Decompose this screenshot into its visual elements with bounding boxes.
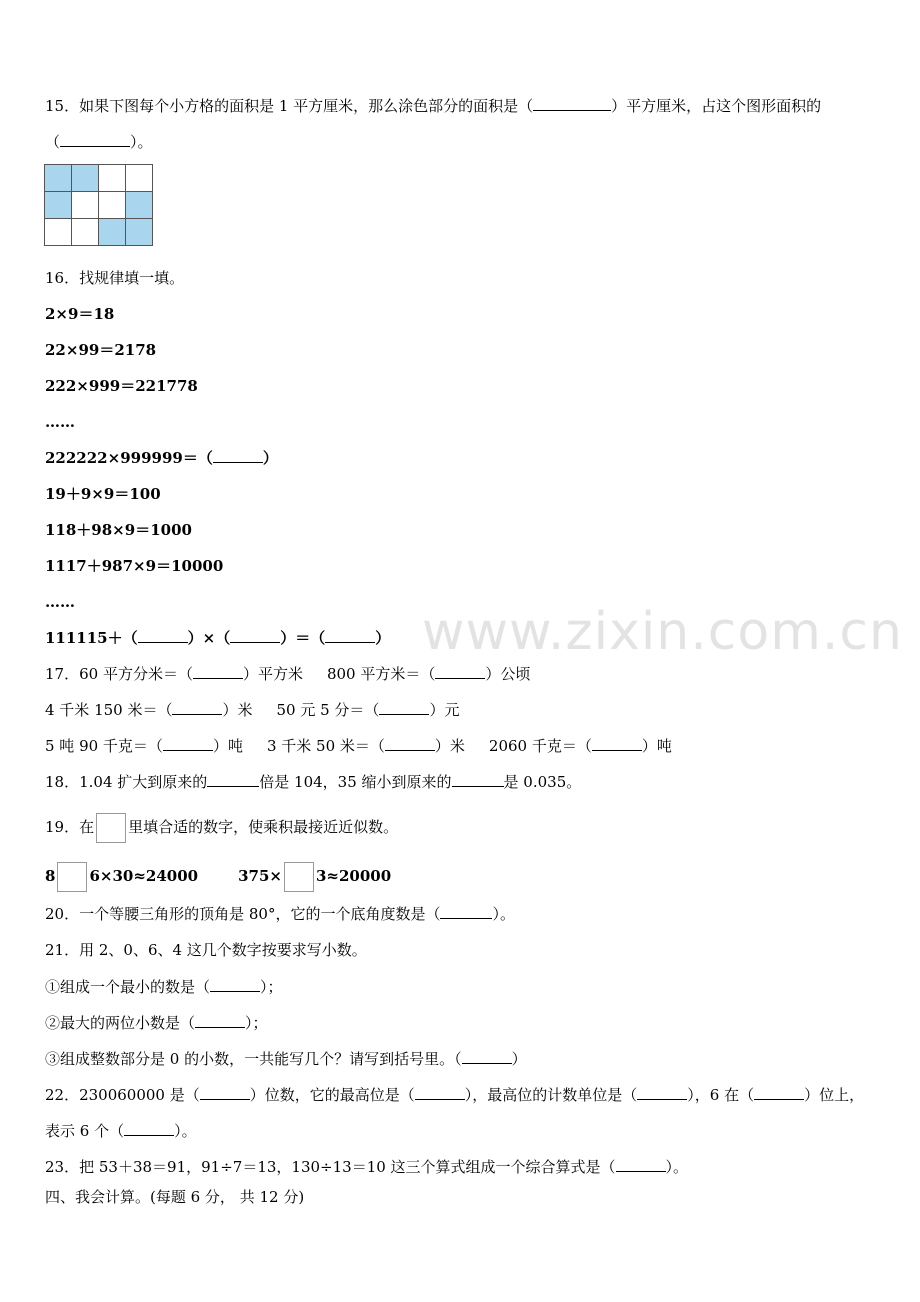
q17-r2d: ）元 — [429, 701, 460, 719]
q20-line — [45, 904, 515, 924]
q21-s3b: ） — [511, 1050, 527, 1068]
q15-grid-table — [44, 164, 153, 246]
q21-s3a: ③组成整数部分是 0 的小数，一共能写几个？请写到括号里。（ — [45, 1050, 462, 1068]
q20-blank — [440, 904, 492, 919]
q17-blank-4 — [379, 700, 429, 715]
q16-l8-d: ） — [375, 629, 391, 647]
q22-line1 — [45, 1085, 864, 1105]
grid-cell — [72, 219, 99, 246]
q22-blank-4 — [754, 1085, 804, 1100]
q21-sub3 — [45, 1049, 527, 1069]
q16-l4-text: 222222×999999＝（ — [45, 449, 213, 467]
q21-blank-1 — [210, 977, 260, 992]
q22-blank-1 — [200, 1085, 250, 1100]
q22-c: ），最高位的计数单位是（ — [464, 1086, 638, 1104]
section-4-heading: 四、我会计算。(每题 6 分， 共 12 分) — [45, 1188, 305, 1206]
q16-blank-2 — [138, 628, 188, 643]
q17-blank-7 — [592, 736, 642, 751]
q22-e: ）位上， — [804, 1086, 865, 1104]
q21-sub1 — [45, 977, 283, 997]
q16-blank-4 — [325, 628, 375, 643]
q18-b: 倍是 104，35 缩小到原来的 — [259, 773, 452, 791]
q19-expr-row — [45, 862, 391, 892]
q16-dots2: …… — [45, 593, 75, 611]
q16-line7: 1117＋987×9＝10000 — [45, 557, 224, 575]
q19-box-2[interactable] — [284, 862, 314, 892]
q15-line1 — [45, 96, 821, 116]
grid-cell — [126, 165, 153, 192]
grid-cell-shaded — [99, 219, 126, 246]
grid-cell-shaded — [45, 192, 72, 219]
q22-line2 — [45, 1121, 197, 1141]
q19-e1b: 6×30≈24000 — [89, 867, 199, 885]
q15-paren-close: ）。 — [130, 133, 153, 151]
q17-r3f: ）吨 — [641, 737, 672, 755]
q17-r2c: 50 元 5 分＝（ — [276, 701, 380, 719]
grid-cell — [99, 165, 126, 192]
q22-blank-2 — [415, 1085, 465, 1100]
q19-e2b: 3≈20000 — [315, 867, 392, 885]
q17-r3e: 2060 千克＝（ — [488, 737, 592, 755]
q16-line8 — [45, 628, 390, 648]
q17-r1a: 17．60 平方分米＝（ — [45, 665, 193, 683]
q21-title: 21．用 2、0、6、4 这几个数字按要求写小数。 — [45, 941, 367, 959]
grid-cell — [72, 192, 99, 219]
q17-r2a: 4 千米 150 米＝（ — [45, 701, 173, 719]
q16-l4-close: ） — [262, 449, 278, 467]
grid-cell — [45, 219, 72, 246]
q16-dots1: …… — [45, 413, 75, 431]
q15-grid — [44, 164, 153, 246]
q17-blank-5 — [163, 736, 213, 751]
q22-b: ）位数，它的最高位是（ — [249, 1086, 415, 1104]
q17-row3 — [45, 736, 672, 756]
q17-row1 — [45, 664, 530, 684]
q19-e1a: 8 — [45, 867, 56, 885]
q19-e2a: 375× — [238, 867, 282, 885]
q16-title: 16．找规律填一填。 — [45, 269, 185, 287]
q16-line4 — [45, 448, 278, 468]
q23-blank — [616, 1157, 666, 1172]
q21-s2b: ）； — [245, 1014, 268, 1032]
q21-s2a: ②最大的两位小数是（ — [45, 1014, 196, 1032]
grid-cell — [99, 192, 126, 219]
q22-g: ）。 — [174, 1122, 197, 1140]
q17-row2 — [45, 700, 459, 720]
q18-c: 是 0.035。 — [503, 773, 582, 791]
q21-blank-2 — [195, 1013, 245, 1028]
q15-blank-fraction — [60, 132, 130, 147]
grid-row — [45, 219, 153, 246]
q18-blank-2 — [452, 772, 504, 787]
q19-a: 19．在 — [45, 818, 95, 836]
q23-b: ）。 — [665, 1158, 689, 1176]
q16-blank-1 — [213, 448, 263, 463]
q17-blank-2 — [435, 664, 485, 679]
q17-blank-6 — [385, 736, 435, 751]
q18-a: 18．1.04 扩大到原来的 — [45, 773, 208, 791]
q22-f: 表示 6 个（ — [45, 1122, 125, 1140]
q19-line — [45, 813, 398, 843]
grid-cell-shaded — [126, 192, 153, 219]
q17-r1b: ）平方米 — [242, 665, 303, 683]
q16-l8-c: ）＝（ — [280, 629, 326, 647]
q15-line2 — [45, 132, 153, 152]
q20-a: 20．一个等腰三角形的顶角是 80°，它的一个底角度数是（ — [45, 905, 441, 923]
q16-l8-b: ）×（ — [187, 629, 231, 647]
q21-sub2 — [45, 1013, 268, 1033]
grid-cell-shaded — [126, 219, 153, 246]
q16-line6: 118＋98×9＝1000 — [45, 521, 192, 539]
q17-blank-3 — [172, 700, 222, 715]
q19-b: 里填合适的数字，使乘积最接近近似数。 — [128, 818, 399, 836]
q21-s1b: ）； — [260, 978, 283, 996]
q15-blank-area — [533, 96, 611, 111]
q22-a: 22．230060000 是（ — [45, 1086, 200, 1104]
q15-text-b: ）平方厘米，占这个图形面积的 — [611, 97, 822, 115]
q16-blank-3 — [230, 628, 280, 643]
q16-l8-a: 111115＋（ — [45, 629, 138, 647]
q20-b: ）。 — [492, 905, 515, 923]
q16-line3: 222×999＝221778 — [45, 377, 198, 395]
q22-blank-5 — [124, 1121, 174, 1136]
q17-r3b: ）吨 — [212, 737, 243, 755]
q19-sample-box — [96, 813, 126, 843]
q18-line — [45, 772, 581, 792]
q18-blank-1 — [207, 772, 259, 787]
q16-line2: 22×99＝2178 — [45, 341, 157, 359]
q17-blank-1 — [193, 664, 243, 679]
q17-r3d: ）米 — [434, 737, 465, 755]
q19-box-1[interactable] — [57, 862, 87, 892]
grid-cell-shaded — [72, 165, 99, 192]
q23-line — [45, 1157, 688, 1177]
q23-a: 23．把 53＋38＝91，91÷7＝13，130÷13＝10 这三个算式组成一个综合算式是（ — [45, 1158, 616, 1176]
q17-r3a: 5 吨 90 千克＝（ — [45, 737, 163, 755]
q16-line5: 19＋9×9＝100 — [45, 485, 161, 503]
q17-r1c: 800 平方米＝（ — [326, 665, 436, 683]
grid-row — [45, 192, 153, 219]
q21-s1a: ①组成一个最小的数是（ — [45, 978, 211, 996]
q21-blank-3 — [462, 1049, 512, 1064]
grid-cell-shaded — [45, 165, 72, 192]
q22-d: ），6 在（ — [687, 1086, 755, 1104]
q17-r2b: ）米 — [222, 701, 253, 719]
q15-text-a: 15．如果下图每个小方格的面积是 1 平方厘米，那么涂色部分的面积是（ — [45, 97, 534, 115]
grid-row — [45, 165, 153, 192]
watermark: www.zixin.com.cn — [422, 602, 903, 662]
q16-line1: 2×9＝18 — [45, 305, 115, 323]
q22-blank-3 — [637, 1085, 687, 1100]
q17-r1d: ）公顷 — [485, 665, 531, 683]
q17-r3c: 3 千米 50 米＝（ — [266, 737, 385, 755]
q15-paren-open: （ — [45, 133, 61, 151]
